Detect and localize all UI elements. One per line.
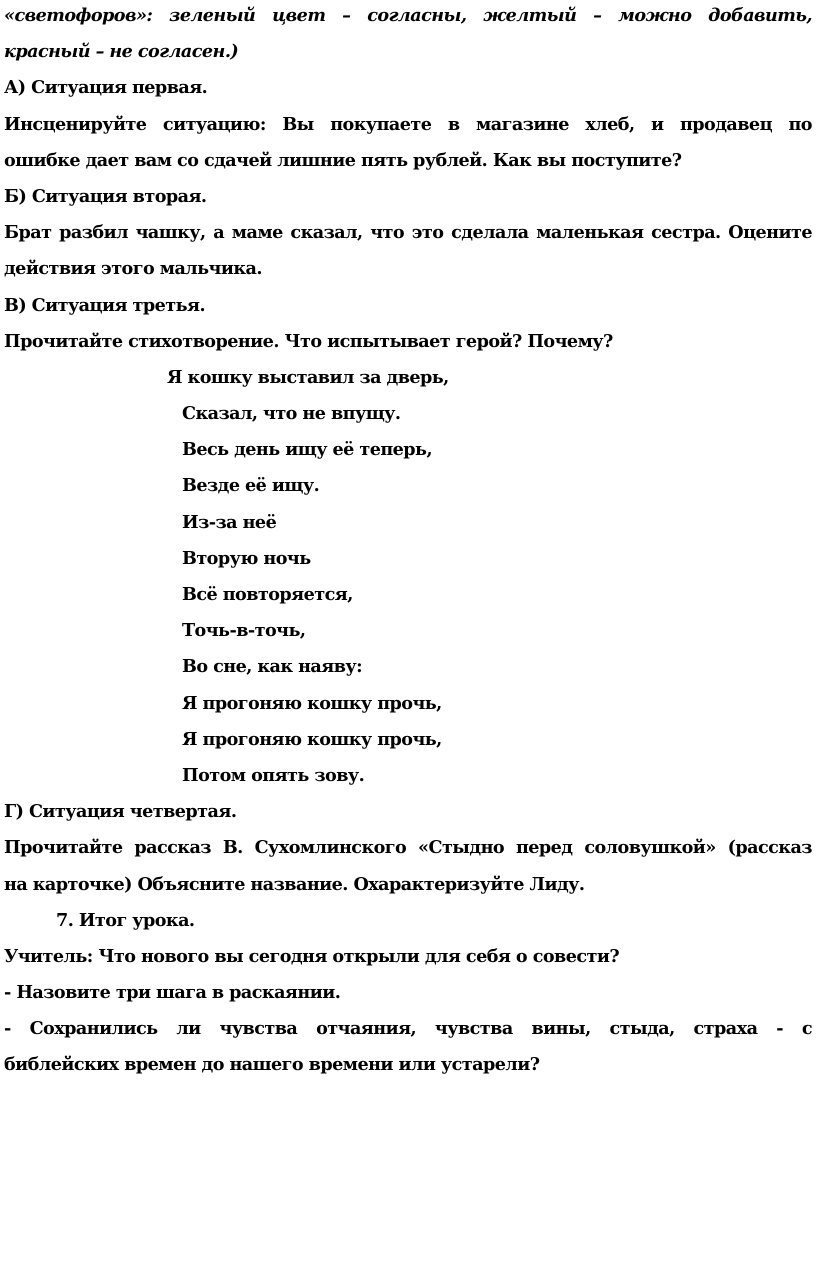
- situation-c-heading: В) Ситуация третья.: [4, 294, 206, 316]
- teacher-line: [4, 939, 812, 975]
- teacher-label: Учитель:: [4, 945, 93, 967]
- poem: [4, 360, 812, 794]
- situation-b-heading: Б) Ситуация вторая.: [4, 185, 207, 207]
- poem-line: Вторую ночь: [182, 547, 311, 569]
- intro-line-1: «светофоров»: зеленый цвет – согласны, желтый – можно добавить,: [4, 5, 812, 26]
- situation-b-text-2: действия этого мальчика.: [4, 258, 262, 280]
- poem-line: Я кошку выставил за дверь,: [167, 366, 449, 388]
- summary-question-3-line-1: - Сохранились ли чувства отчаяния, чувства вины, стыда, страха - с: [4, 1018, 812, 1040]
- situation-d-text-2: на карточке) Объясните название. Охарактеризуйте Лиду.: [4, 873, 585, 895]
- situation-a-text-2: ошибке дает вам со сдачей лишние пять рублей. Как вы поступите?: [4, 149, 682, 171]
- poem-line: Всё повторяется,: [182, 584, 353, 605]
- poem-line: Я прогоняю кошку прочь,: [182, 728, 442, 750]
- teacher-question: Что нового вы сегодня открыли для себя о совести?: [92, 945, 620, 967]
- situation-d-text-1: Прочитайте рассказ В. Сухомлинского «Стыдно перед соловушкой» (рассказ: [4, 837, 812, 859]
- intro-line-2: красный – не согласен.): [4, 41, 239, 63]
- poem-line: Точь-в-точь,: [182, 620, 306, 642]
- situation-c-prompt: Прочитайте стихотворение. Что испытывает герой? Почему?: [4, 330, 613, 352]
- summary-question-2: - Назовите три шага в раскаянии.: [4, 982, 341, 1004]
- poem-line: Я прогоняю кошку прочь,: [182, 692, 442, 714]
- situation-a-heading: А) Ситуация первая.: [4, 77, 208, 99]
- situation-b-text-1: Брат разбил чашку, а маме сказал, что это сделала маленькая сестра. Оцените: [4, 222, 812, 244]
- summary-heading: 7. Итог урока.: [56, 909, 195, 931]
- poem-line: Сказал, что не впущу.: [182, 403, 401, 425]
- poem-line: Из-за неё: [182, 511, 277, 533]
- poem-line: Весь день ищу её теперь,: [182, 439, 433, 461]
- poem-line: Потом опять зову.: [182, 764, 365, 786]
- situation-d-heading: Г) Ситуация четвертая.: [4, 801, 237, 823]
- situation-a-text-1: Инсценируйте ситуацию: Вы покупаете в магазине хлеб, и продавец по: [4, 113, 812, 135]
- summary-question-3-line-2: библейских времен до нашего времени или устарели?: [4, 1054, 540, 1076]
- poem-line: Во сне, как наяву:: [182, 656, 363, 678]
- poem-line: Везде её ищу.: [182, 475, 320, 497]
